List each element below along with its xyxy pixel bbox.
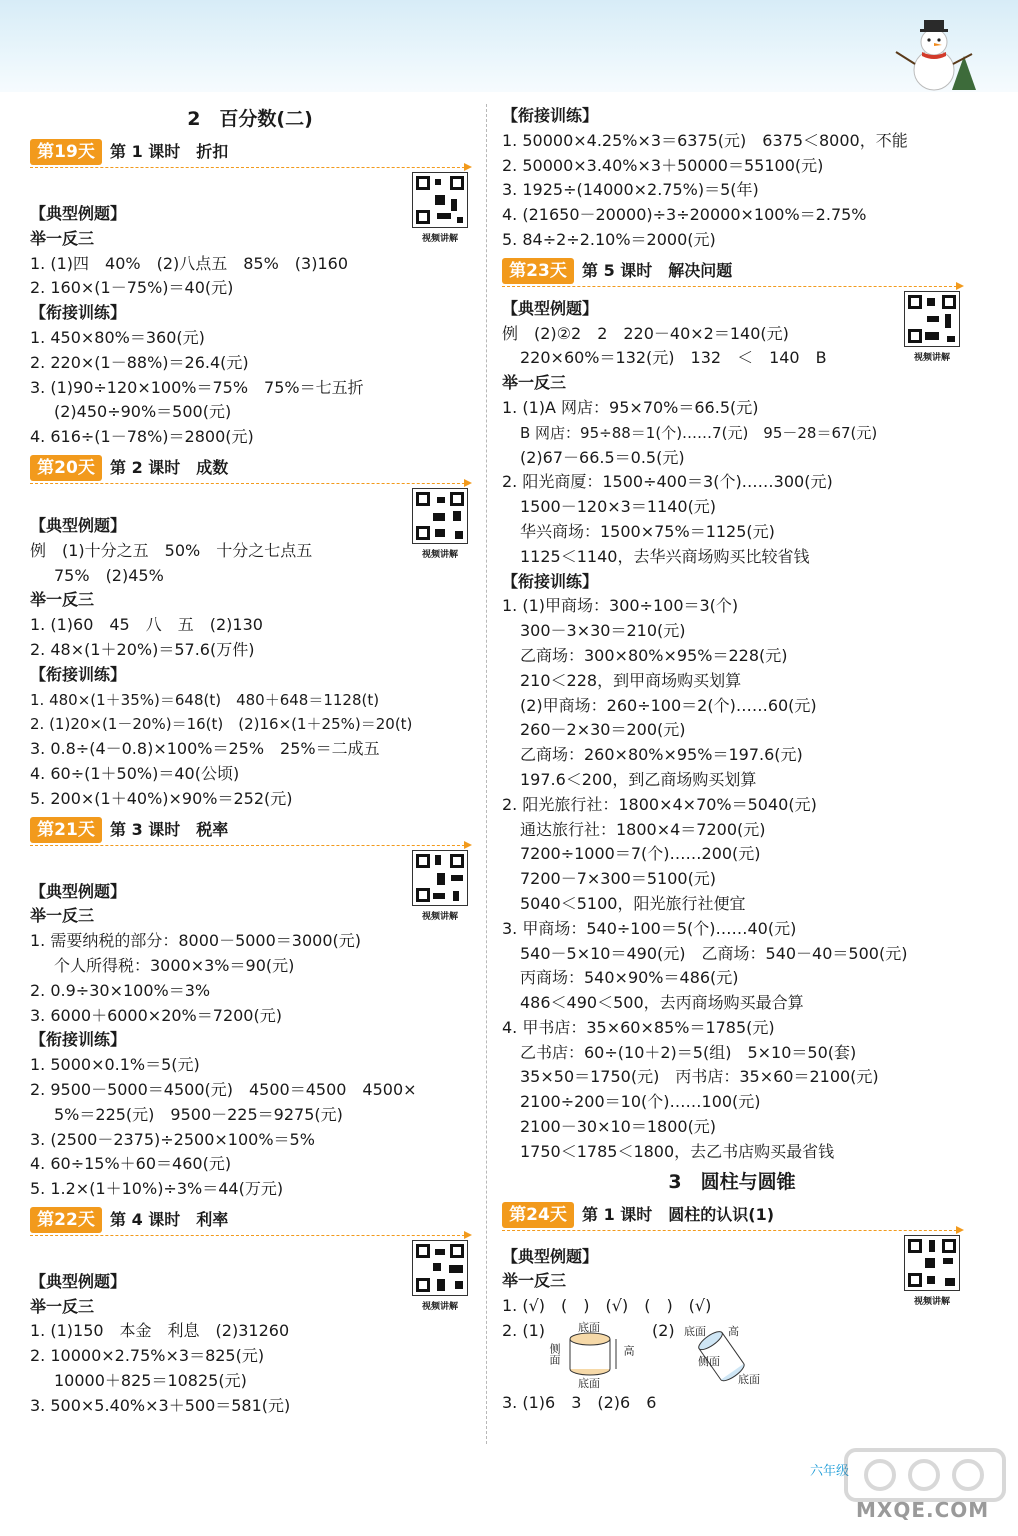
day-badge: 第24天 — [502, 1202, 574, 1228]
answer-line: 例 (1)十分之五 50% 十分之七点五 — [30, 540, 313, 560]
lesson-title: 第 1 课时 圆柱的认识(1) — [582, 1204, 775, 1224]
figure-label: 底面 — [738, 1373, 760, 1387]
qr-caption: 视频讲解 — [913, 352, 950, 363]
day-header — [502, 1199, 962, 1231]
section-label: 【衔接训练】 — [30, 1030, 127, 1050]
answer-line: 例 (2)②2 2 220－40×2＝140(元) — [502, 323, 789, 343]
answer-line: 1. 需要纳税的部分：8000－5000＝3000(元) — [30, 931, 361, 951]
answer-line: 2. (1)20×(1－20%)＝16(t) (2)16×(1＋25%)＝20(t) — [30, 715, 413, 734]
qr-icon — [412, 172, 468, 228]
answer-line: 1. 50000×4.25%×3＝6375(元) 6375＜8000，不能 — [502, 130, 908, 150]
answer-line: 2. 10000×2.75%×3＝825(元) — [30, 1346, 265, 1366]
answer-line: 75% (2)45% — [54, 565, 164, 585]
answer-line: 4. (21650－20000)÷3÷20000×100%＝2.75% — [502, 205, 867, 225]
section-label: 【典型例题】 — [502, 298, 599, 318]
day-header — [30, 1204, 470, 1236]
top-banner — [0, 0, 1018, 92]
lesson-block — [502, 287, 962, 1165]
snowman-icon — [888, 12, 980, 92]
section-label: 举一反三 — [30, 906, 95, 926]
day-badge: 第22天 — [30, 1207, 102, 1233]
section-label: 【典型例题】 — [30, 204, 127, 223]
answer-line: (2)甲商场：260÷100＝2(个)……60(元) — [520, 695, 817, 715]
answer-line: 3. (1)90÷120×100%＝75% 75%＝七五折 — [30, 377, 364, 397]
answer-line: 300－3×30＝210(元) — [520, 621, 686, 641]
section-label: 举一反三 — [30, 228, 95, 248]
qr-code[interactable] — [410, 172, 470, 246]
answer-line: 4. 甲书店：35×60×85%＝1785(元) — [502, 1017, 775, 1037]
answer-line: 2. 阳光商厦：1500÷400＝3(个)……300(元) — [502, 472, 833, 492]
day-header — [502, 255, 962, 287]
day-header — [30, 136, 470, 168]
section-label: 【典型例题】 — [502, 1246, 599, 1266]
answer-line: 3. (2500－2375)÷2500×100%＝5% — [30, 1129, 315, 1149]
qr-caption: 视频讲解 — [913, 1296, 950, 1307]
figure-label: 底面 — [684, 1325, 706, 1339]
cylinder-figures — [502, 1319, 962, 1391]
qr-icon — [412, 850, 468, 906]
day-header — [30, 814, 470, 846]
answer-line: 7200－7×300＝5100(元) — [520, 869, 717, 889]
section-label: 【衔接训练】 — [30, 664, 127, 684]
answer-line: 5%＝225(元) 9500－225＝9275(元) — [54, 1104, 343, 1124]
answer-line: 4. 616÷(1－78%)＝2800(元) — [30, 427, 254, 447]
grade-label: 六年级 — [810, 1464, 850, 1479]
question-label: (2) — [652, 1321, 675, 1341]
qr-code[interactable] — [902, 1235, 962, 1309]
answer-line: 3. 甲商场：540÷100＝5(个)……40(元) — [502, 918, 797, 938]
figure-label: 底面 — [578, 1321, 600, 1335]
answer-line: 2100－30×10＝1800(元) — [520, 1117, 717, 1137]
answer-line: 华兴商场：1500×75%＝1125(元) — [520, 521, 775, 541]
answer-line: B 网店：95÷88＝1(个)……7(元) 95－28＝67(元) — [520, 423, 878, 442]
qr-code[interactable] — [902, 291, 962, 365]
lesson-block — [30, 846, 470, 1202]
figure-label: 底面 — [578, 1377, 600, 1391]
answer-line: 3. (1)6 3 (2)6 6 — [502, 1393, 657, 1413]
right-column — [502, 104, 962, 1416]
qr-icon — [904, 1235, 960, 1291]
qr-caption: 视频讲解 — [421, 911, 458, 922]
section-label: 举一反三 — [30, 590, 95, 610]
qr-caption: 视频讲解 — [421, 549, 458, 560]
answer-line: 2100÷200＝10(个)……100(元) — [520, 1092, 761, 1112]
answer-line: 4. 60÷(1＋50%)＝40(公顷) — [30, 763, 240, 783]
day-badge: 第19天 — [30, 139, 102, 165]
qr-icon — [412, 488, 468, 544]
lesson-block — [30, 168, 470, 450]
answer-line: 197.6＜200，到乙商场购买划算 — [520, 769, 757, 789]
section-label: 【典型例题】 — [30, 1271, 127, 1291]
column-divider — [486, 104, 487, 1444]
qr-code[interactable] — [410, 850, 470, 924]
qr-code[interactable] — [410, 1240, 470, 1314]
day-badge: 第21天 — [30, 817, 102, 843]
figure-label: 侧面 — [548, 1343, 561, 1366]
answer-line: 2. 220×(1－88%)＝26.4(元) — [30, 352, 249, 372]
lesson-title: 第 5 课时 解决问题 — [582, 260, 733, 280]
answer-line: 5. 84÷2÷2.10%＝2000(元) — [502, 229, 716, 249]
day-badge: 第20天 — [30, 455, 102, 481]
answer-line: 5040＜5100，阳光旅行社便宜 — [520, 893, 746, 913]
answer-line: 1. (√) ( ) (√) ( ) (√) — [502, 1296, 712, 1316]
answer-line: 乙商场：260×80%×95%＝197.6(元) — [520, 745, 803, 765]
answer-line: 1750＜1785＜1800，去乙书店购买最省钱 — [520, 1141, 835, 1161]
answer-line: 1. (1)四 40% (2)八点五 85% (3)160 — [30, 253, 349, 273]
answer-line: 乙书店：60÷(10＋2)＝5(组) 5×10＝50(套) — [520, 1042, 857, 1062]
answer-line: 通达旅行社：1800×4＝7200(元) — [520, 819, 766, 839]
day-badge: 第23天 — [502, 258, 574, 284]
answer-line: 3. 6000＋6000×20%＝7200(元) — [30, 1005, 282, 1025]
answer-line: 3. 0.8÷(4－0.8)×100%＝25% 25%＝二成五 — [30, 739, 380, 759]
answer-line: 1. (1)60 45 八 五 (2)130 — [30, 615, 263, 635]
answer-line: 个人所得税：3000×3%＝90(元) — [54, 955, 295, 975]
section-label: 【衔接训练】 — [502, 571, 599, 591]
lesson-block — [30, 1236, 470, 1419]
answer-line: 4. 60÷15%＋60＝460(元) — [30, 1154, 232, 1174]
answer-line: 486＜490＜500，去丙商场购买最合算 — [520, 993, 804, 1013]
answer-line: 1. 480×(1＋35%)＝648(t) 480＋648＝1128(t) — [30, 690, 380, 709]
section-label: 举一反三 — [502, 1271, 567, 1291]
answer-line: 220×60%＝132(元) 132 ＜ 140 B — [520, 348, 827, 368]
answer-line: 3. 500×5.40%×3＋500＝581(元) — [30, 1395, 291, 1415]
answer-line: 35×50＝1750(元) 丙书店：35×60＝2100(元) — [520, 1067, 879, 1087]
left-column — [30, 104, 470, 1419]
answer-line: 丙商场：540×90%＝486(元) — [520, 968, 739, 988]
lesson-title: 第 4 课时 利率 — [110, 1209, 229, 1229]
lesson-block — [30, 484, 470, 812]
answer-line: 5. 1.2×(1＋10%)÷3%＝44(万元) — [30, 1179, 284, 1199]
qr-caption: 视频讲解 — [421, 1301, 458, 1312]
answer-line: 5. 200×(1＋40%)×90%＝252(元) — [30, 788, 293, 808]
section-label: 【典型例题】 — [30, 515, 127, 535]
lesson-title: 第 2 课时 成数 — [110, 457, 229, 477]
chapter-title: 3 圆柱与圆锥 — [668, 1170, 796, 1193]
qr-icon — [412, 1240, 468, 1296]
answer-line: 10000＋825＝10825(元) — [54, 1371, 247, 1391]
answer-line: (2)67－66.5＝0.5(元) — [520, 447, 685, 467]
section-label: 举一反三 — [30, 1296, 95, 1316]
lesson-block — [502, 1231, 962, 1416]
qr-icon — [904, 291, 960, 347]
answer-line: 乙商场：300×80%×95%＝228(元) — [520, 645, 788, 665]
qr-caption: 视频讲解 — [421, 234, 458, 244]
figure-label: 高 — [728, 1325, 739, 1339]
answer-line: 1. (1)A 网店：95×70%＝66.5(元) — [502, 397, 759, 417]
question-label: 2. (1) — [502, 1321, 546, 1341]
answer-line: 2. 0.9÷30×100%＝3% — [30, 980, 211, 1000]
lesson-title: 第 1 课时 折扣 — [110, 142, 229, 161]
section-label: 【典型例题】 — [30, 881, 127, 901]
answer-line: 1125＜1140，去华兴商场购买比较省钱 — [520, 546, 810, 566]
answer-line: 2. 阳光旅行社：1800×4×70%＝5040(元) — [502, 794, 817, 814]
answer-line: 1. (1)150 本金 利息 (2)31260 — [30, 1321, 290, 1341]
qr-code[interactable] — [410, 488, 470, 562]
answer-line: 540－5×10＝490(元) 乙商场：540－40＝500(元) — [520, 943, 908, 963]
answer-line: 2. 9500－5000＝4500(元) 4500＝4500 4500× — [30, 1079, 417, 1099]
answer-line: (2)450÷90%＝500(元) — [54, 402, 232, 422]
section-label: 【衔接训练】 — [502, 106, 599, 125]
answer-line: 2. 50000×3.40%×3＋50000＝55100(元) — [502, 155, 824, 175]
section-label: 举一反三 — [502, 373, 567, 393]
chapter-title: 2 百分数(二) — [187, 108, 313, 130]
answer-line: 210＜228，到甲商场购买划算 — [520, 670, 742, 690]
figure-label: 高 — [622, 1345, 635, 1357]
answer-line: 2. 48×(1＋20%)＝57.6(万件) — [30, 639, 255, 659]
figure-label: 侧面 — [698, 1355, 720, 1369]
answer-line: 1. 5000×0.1%＝5(元) — [30, 1055, 200, 1075]
answer-line: 1500－120×3＝1140(元) — [520, 497, 717, 517]
answer-line: 1. 450×80%＝360(元) — [30, 327, 205, 347]
answer-line: 1. (1)甲商场：300÷100＝3(个) — [502, 596, 739, 616]
answer-line: 260－2×30＝200(元) — [520, 720, 686, 740]
answer-line: 3. 1925÷(14000×2.75%)＝5(年) — [502, 180, 759, 200]
answer-line: 7200÷1000＝7(个)……200(元) — [520, 844, 761, 864]
answer-line: 2. 160×(1－75%)＝40(元) — [30, 278, 234, 298]
lesson-title: 第 3 课时 税率 — [110, 819, 229, 839]
watermark-text: MXQE.COM — [856, 1498, 990, 1522]
day-header — [30, 452, 470, 484]
section-label: 【衔接训练】 — [30, 303, 127, 323]
